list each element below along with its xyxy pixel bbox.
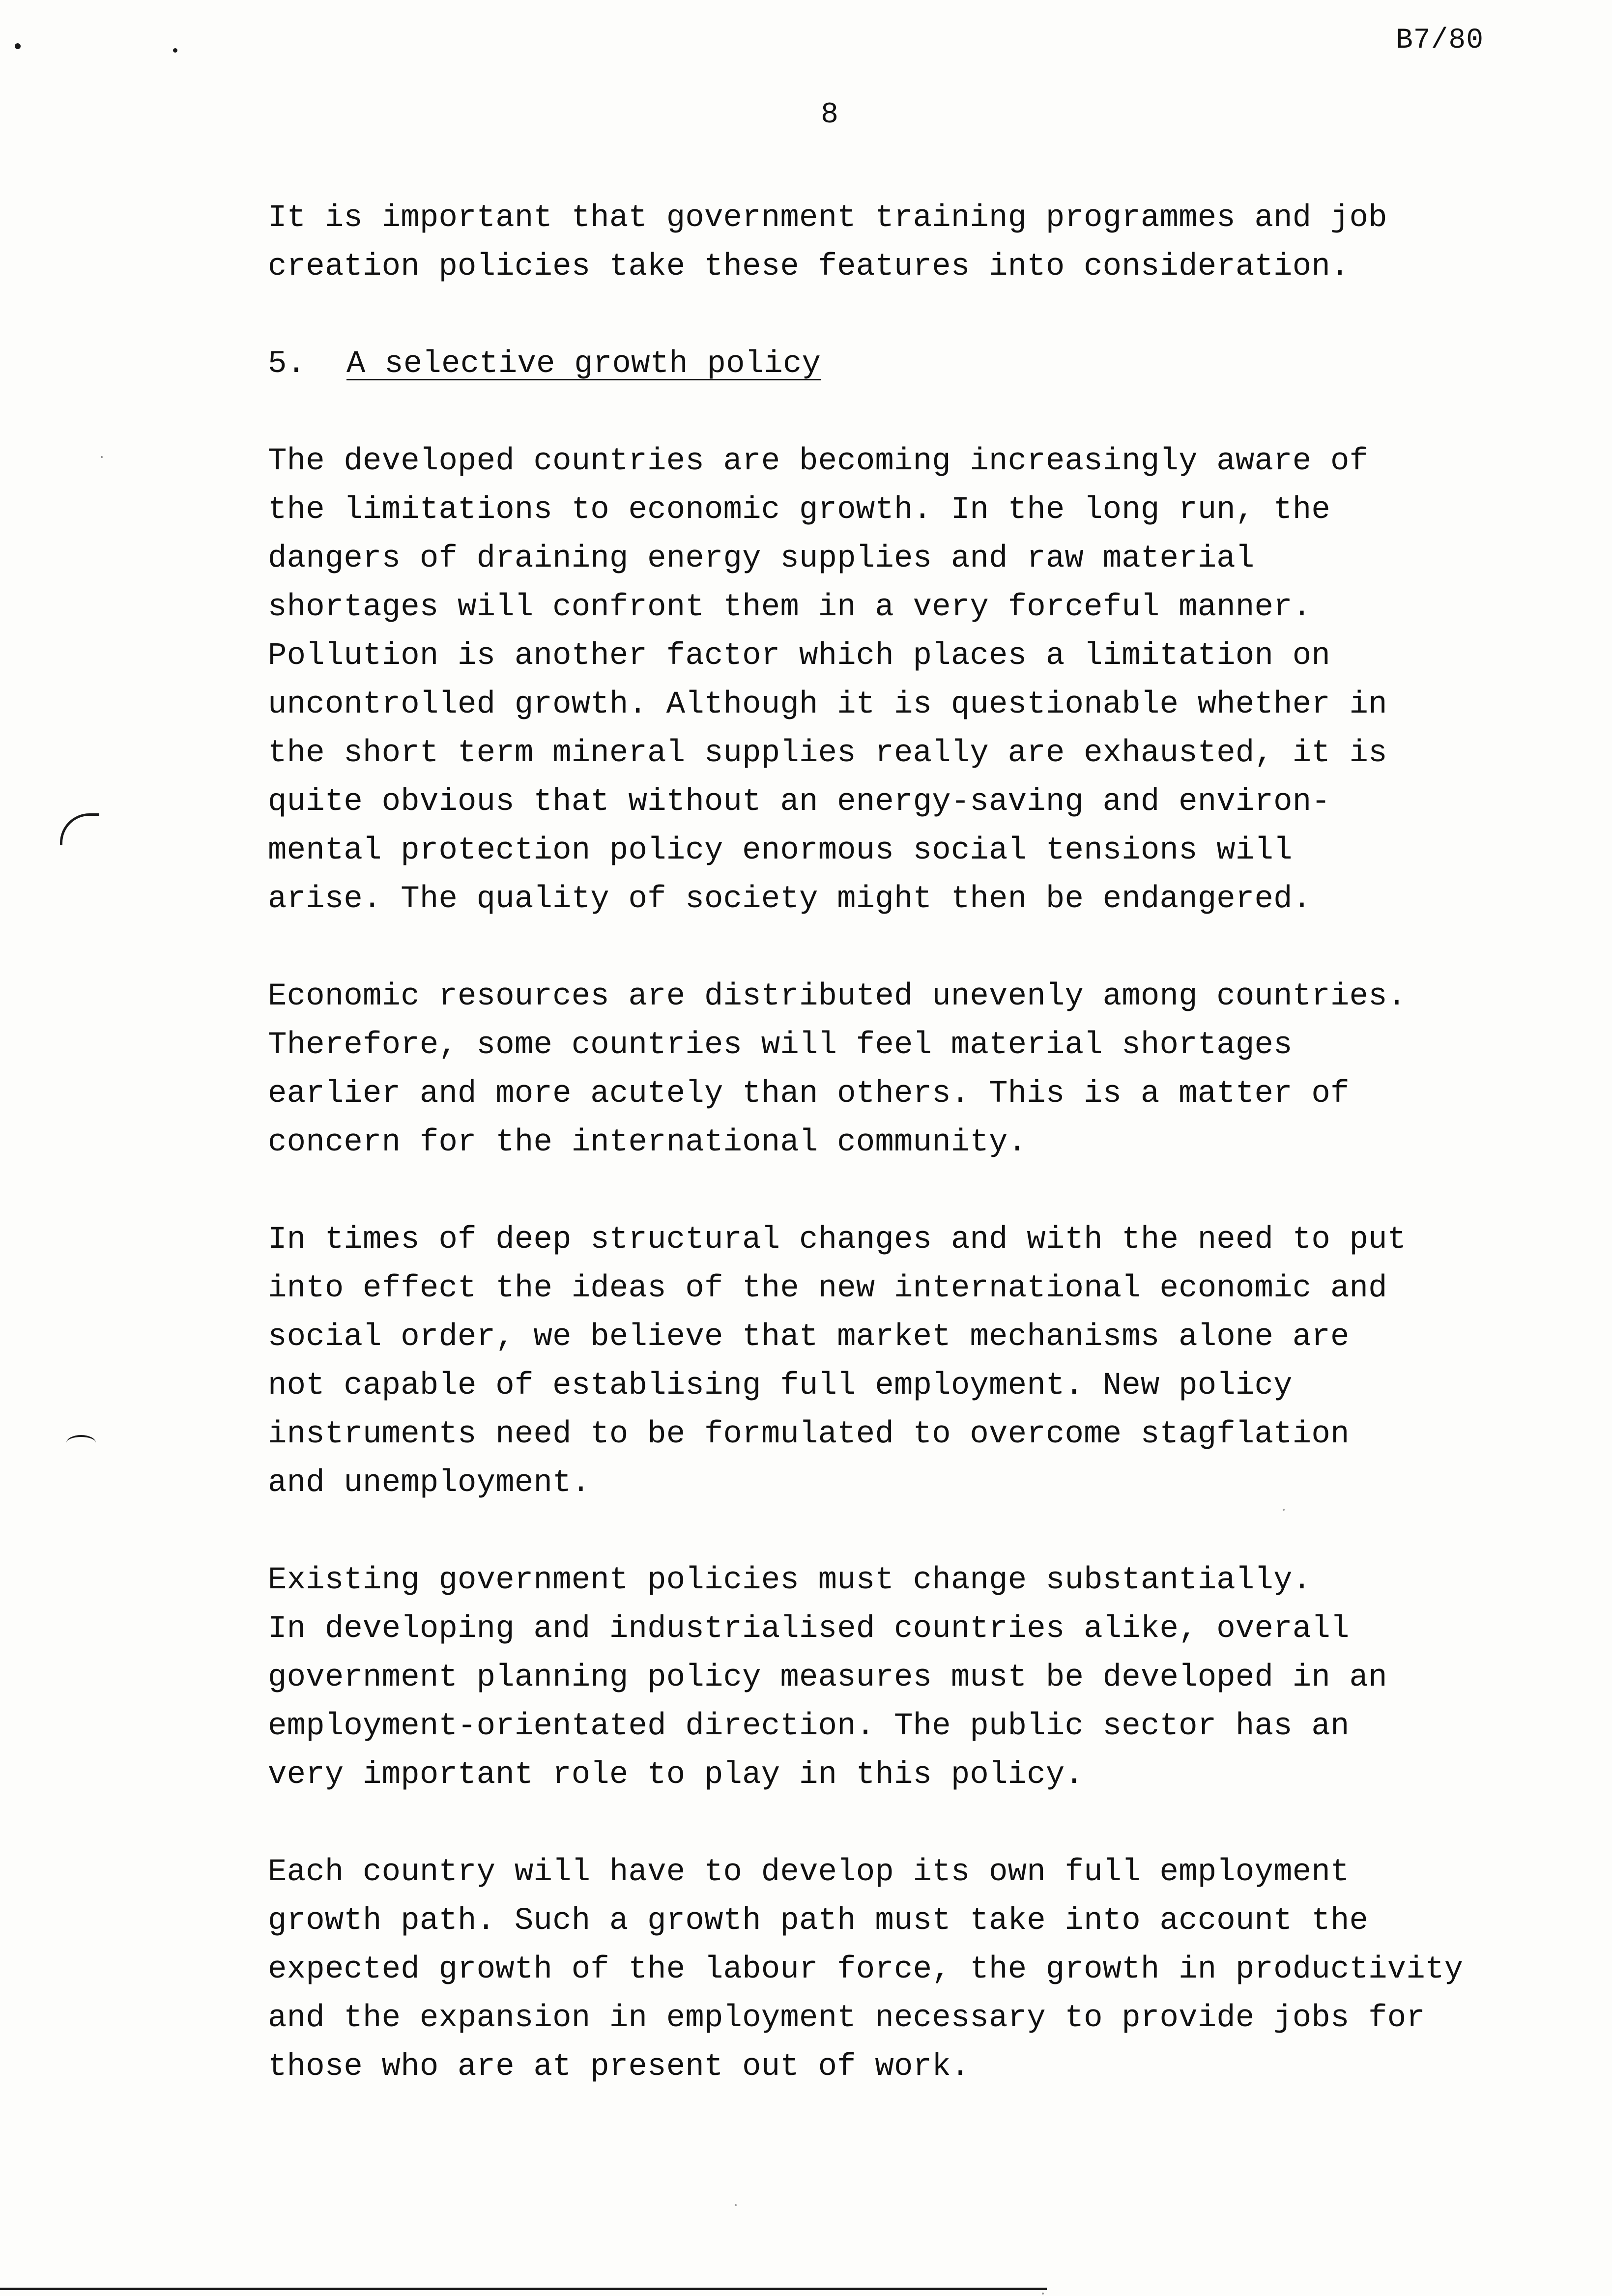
bottom-rule <box>0 2288 1047 2290</box>
paragraph-resources: Economic resources are distributed unevenly among countries. Therefore, some countries will feel material shortages earlier and more acutely than others. This is a matter of concern for the international community. <box>268 979 1407 1160</box>
punch-mark <box>15 43 21 49</box>
paragraph-growth-path: Each country will have to develop its own full employment growth path. Such a growth path must take into account the expected growth of the labour force, the growth in productivity and the expansion in employment necessary to provide jobs for those who are at present out of work. <box>268 1855 1464 2085</box>
margin-mark <box>66 1435 96 1451</box>
speck <box>1283 1509 1285 1511</box>
punch-mark <box>173 48 177 53</box>
document-body <box>268 194 1526 2140</box>
paragraph-structural-changes: In times of deep structural changes and with the need to put into effect the ideas of the new international economic and social order, we believe that market mechanisms alone are not capable of establising full employment. New policy instruments need to be formulated to overcome stagflation and unemployment. <box>268 1222 1407 1501</box>
speck <box>1042 2293 1044 2295</box>
paragraph-government-policies: Existing government policies must change substantially. In developing and industrialised countries alike, overall government planning policy measures must be developed in an employment-orientated direction. The public sector has an very important role to play in this policy. <box>268 1563 1387 1793</box>
margin-mark <box>60 813 99 845</box>
document-reference: B7/80 <box>1396 25 1484 57</box>
section-heading <box>268 340 1526 389</box>
page-number: 8 <box>821 98 839 132</box>
speck <box>735 2204 737 2206</box>
section-title: A selective growth policy <box>346 346 821 382</box>
paragraph-growth-limits: The developed countries are becoming increasingly aware of the limitations to economic growth. In the long run, the dangers of draining energy supplies and raw material shortages will confront them in a very forceful manner. Pollution is another factor which places a limitation on uncontrolled growth. Although it is questionable whether in the short term mineral supplies really are exhausted, it is quite obvious that without an energy-saving and environ- mental protection policy enormous social tensions will arise. The quality of society might then be endangered. <box>268 444 1387 917</box>
section-number: 5. <box>268 346 306 382</box>
intro-paragraph: It is important that government training programmes and job creation policies take these features into consideration. <box>268 201 1387 285</box>
speck <box>101 456 103 458</box>
